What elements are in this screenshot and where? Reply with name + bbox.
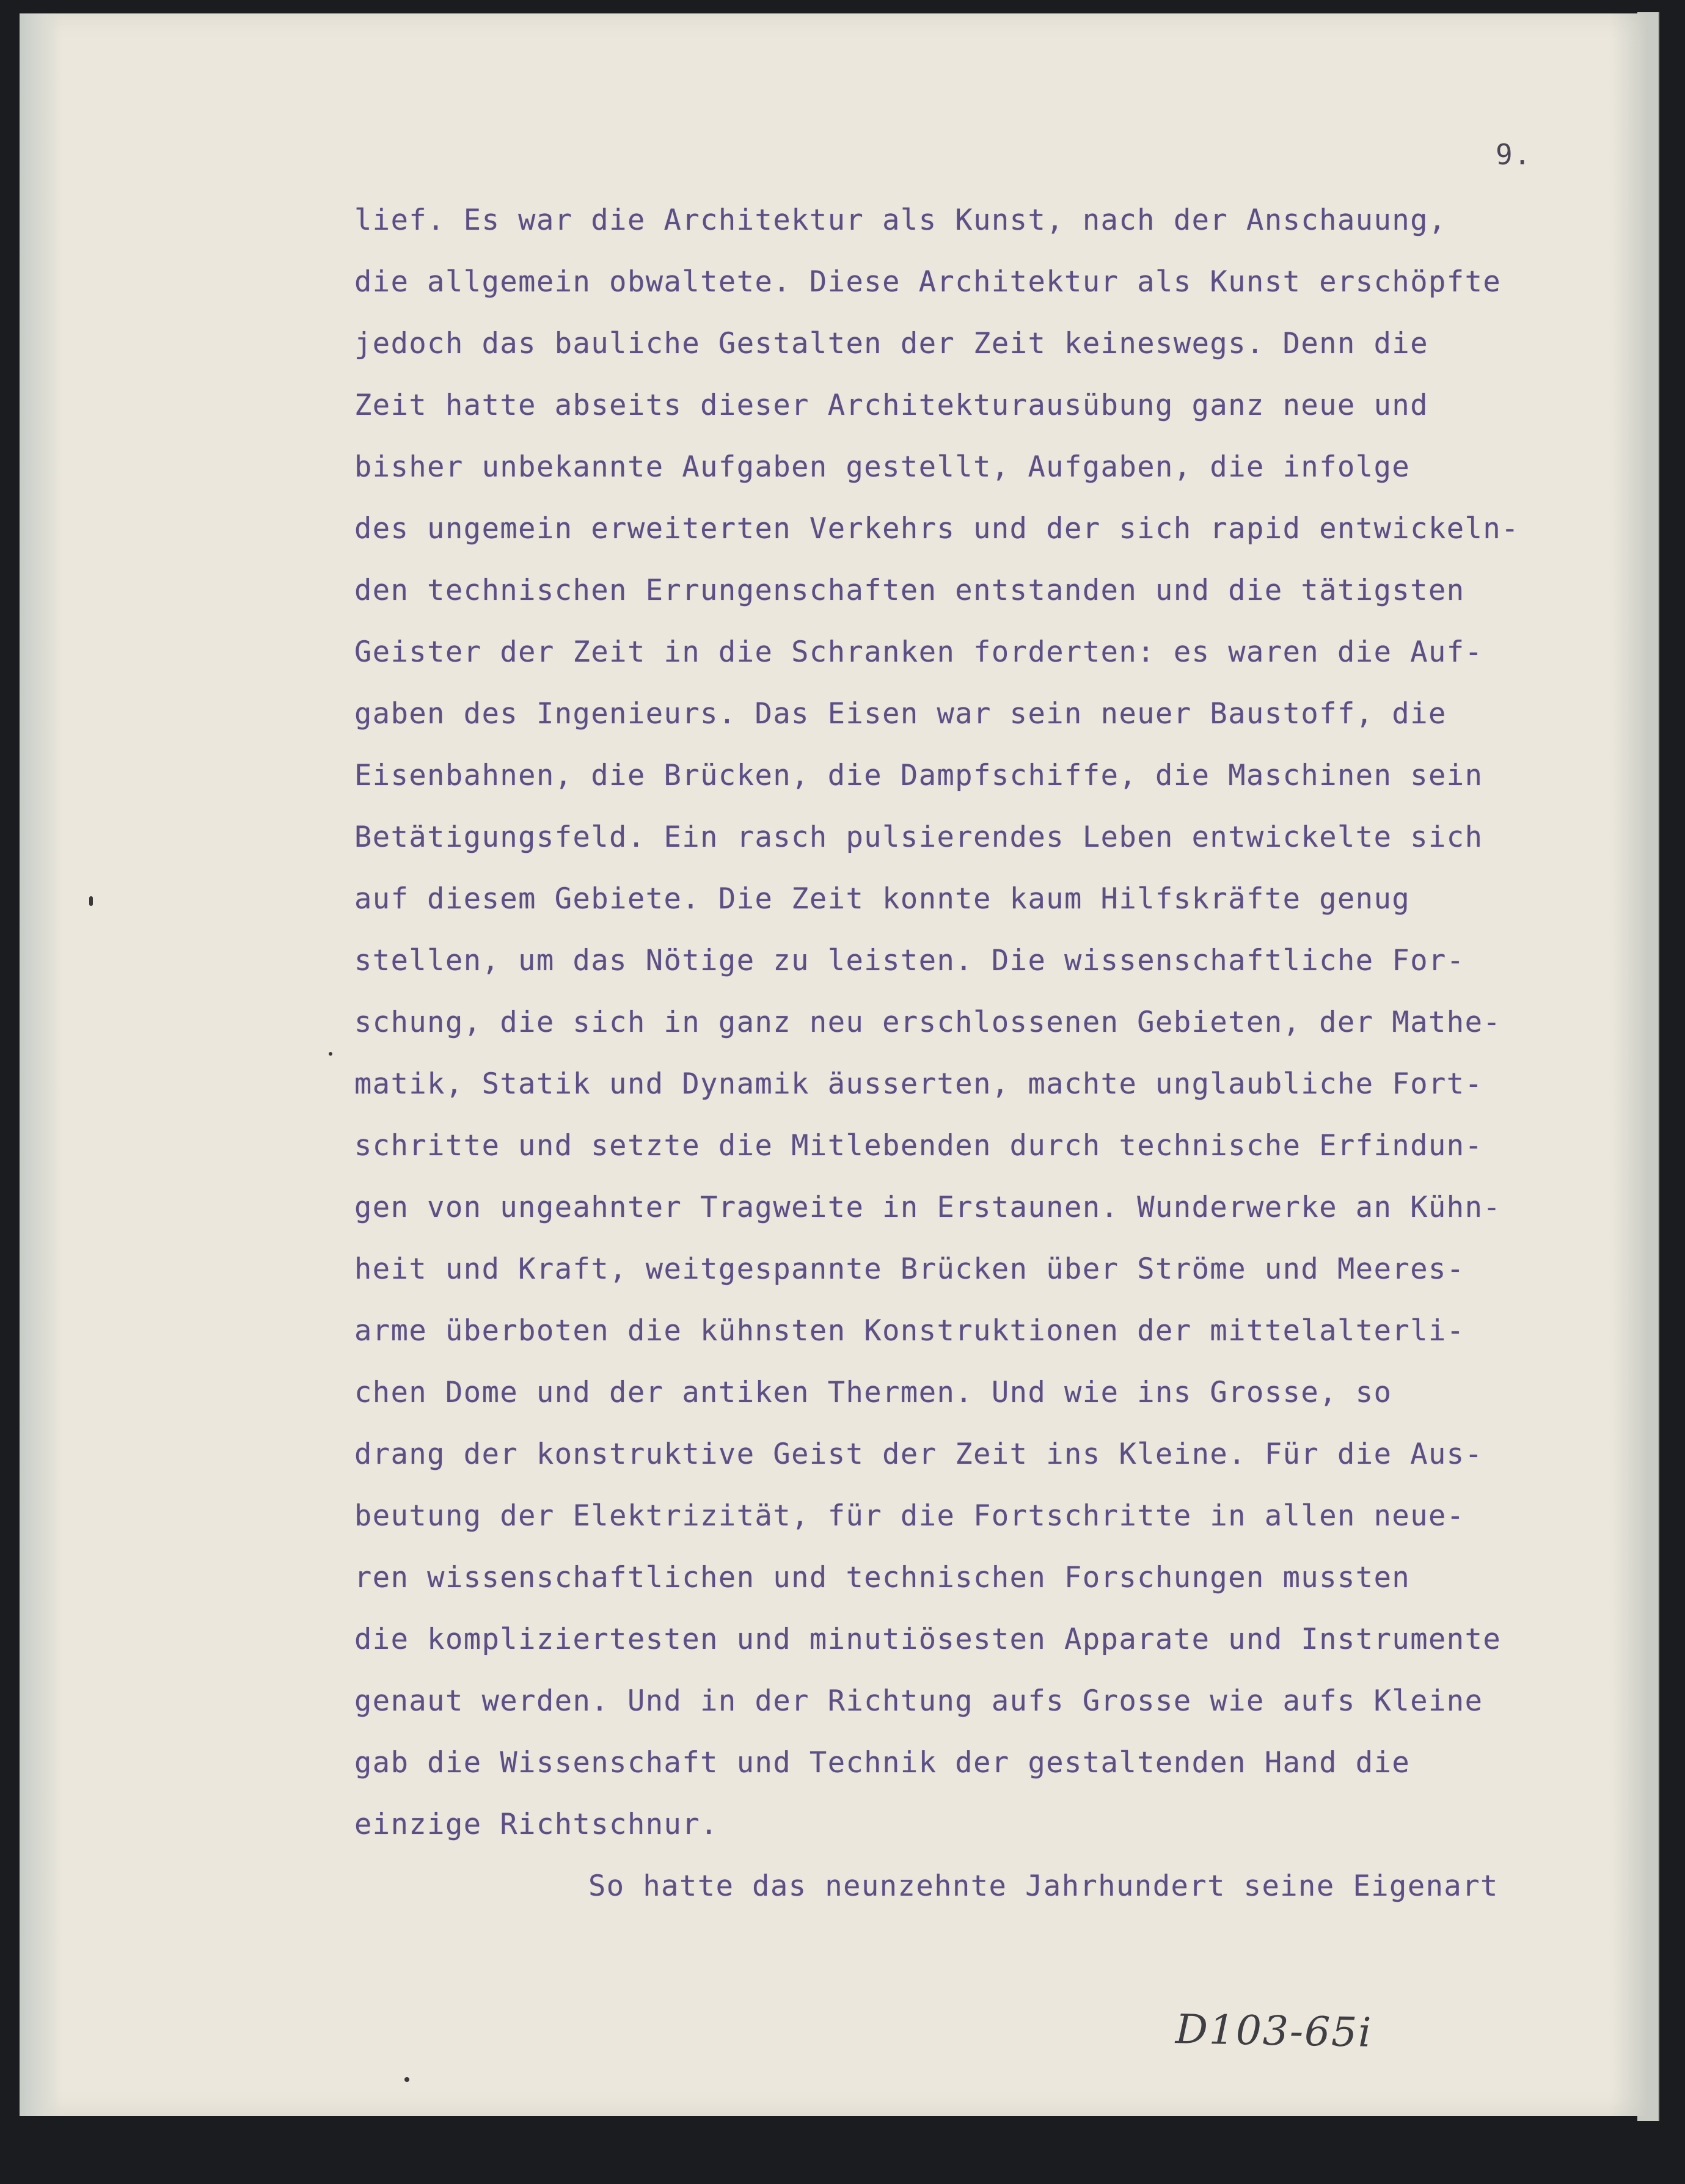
page-number: 9. <box>1496 138 1532 171</box>
handwritten-archive-number: D103-65i <box>1175 2006 1373 2056</box>
text-line: gaben des Ingenieurs. Das Eisen war sein neuer Baustoff, die <box>354 697 1447 731</box>
body-text <box>354 189 1631 1917</box>
paper-speck <box>329 1052 332 1056</box>
text-line: beutung der Elektrizität, für die Fortschritte in allen neue- <box>354 1499 1465 1533</box>
text-line: Geister der Zeit in die Schranken forderten: es waren die Auf- <box>354 635 1483 669</box>
text-line: Eisenbahnen, die Brücken, die Dampfschiffe, die Maschinen sein <box>354 759 1483 792</box>
text-line-indented: So hatte das neunzehnte Jahrhundert seine Eigenart <box>588 1869 1499 1903</box>
text-line: ren wissenschaftlichen und technischen Forschungen mussten <box>354 1561 1411 1594</box>
text-line: matik, Statik und Dynamik äusserten, machte unglaubliche Fort- <box>354 1067 1483 1101</box>
text-line: drang der konstruktive Geist der Zeit ins Kleine. Für die Aus- <box>354 1437 1483 1471</box>
text-line: gab die Wissenschaft und Technik der gestaltenden Hand die <box>354 1746 1411 1780</box>
text-line: arme überboten die kühnsten Konstruktionen der mittelalterli- <box>354 1314 1465 1348</box>
text-line: schung, die sich in ganz neu erschlossenen Gebieten, der Mathe- <box>354 1006 1502 1039</box>
text-line: den technischen Errungenschaften entstanden und die tätigsten <box>354 574 1465 607</box>
text-line: auf diesem Gebiete. Die Zeit konnte kaum Hilfskräfte genug <box>354 882 1411 916</box>
text-line: lief. Es war die Architektur als Kunst, nach der Anschauung, <box>354 203 1447 237</box>
paper-speck <box>89 896 93 906</box>
paper-speck <box>404 2077 409 2082</box>
text-line: schritte und setzte die Mitlebenden durch technische Erfindun- <box>354 1129 1483 1163</box>
text-line: genaut werden. Und in der Richtung aufs Grosse wie aufs Kleine <box>354 1684 1483 1718</box>
text-line: heit und Kraft, weitgespannte Brücken über Ströme und Meeres- <box>354 1252 1465 1286</box>
text-line: die allgemein obwaltete. Diese Architektur als Kunst erschöpfte <box>354 265 1502 299</box>
text-line: die kompliziertesten und minutiösesten Apparate und Instrumente <box>354 1623 1502 1656</box>
text-line: bisher unbekannte Aufgaben gestellt, Aufgaben, die infolge <box>354 450 1411 484</box>
text-line: jedoch das bauliche Gestalten der Zeit keineswegs. Denn die <box>354 327 1428 360</box>
text-line: Betätigungsfeld. Ein rasch pulsierendes Leben entwickelte sich <box>354 820 1483 854</box>
text-line: chen Dome und der antiken Thermen. Und wie ins Grosse, so <box>354 1376 1392 1409</box>
text-line: gen von ungeahnter Tragweite in Erstaunen. Wunderwerke an Kühn- <box>354 1191 1502 1224</box>
text-line: des ungemein erweiterten Verkehrs und der sich rapid entwickeln- <box>354 512 1519 546</box>
text-line: einzige Richtschnur. <box>354 1808 718 1841</box>
text-line: Zeit hatte abseits dieser Architekturausübung ganz neue und <box>354 389 1428 422</box>
text-line: stellen, um das Nötige zu leisten. Die wissenschaftliche For- <box>354 944 1465 977</box>
